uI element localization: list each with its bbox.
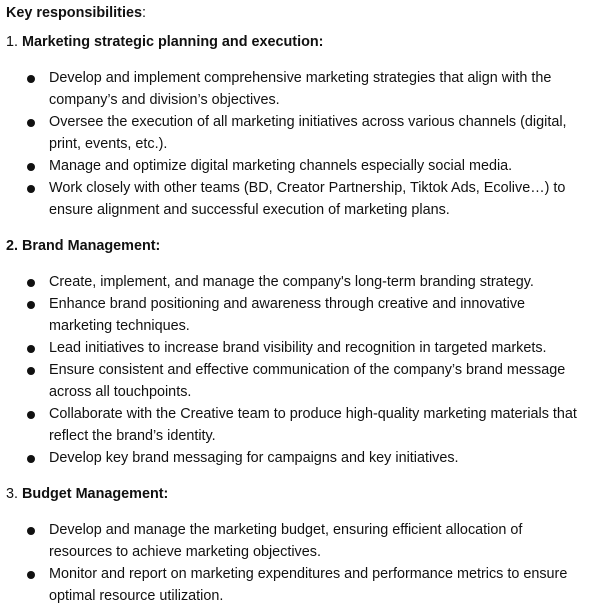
- list-item-text: Develop and manage the marketing budget, ensuring efficient allocation of resources to achieve marketing objectives.: [49, 522, 523, 560]
- list-item: [6, 293, 586, 337]
- list-item-text: Develop and implement comprehensive marketing strategies that align with the company’s and division’s objectives.: [49, 70, 552, 108]
- section-3-title: Budget Management:: [22, 486, 169, 502]
- key-responsibilities-label: Key responsibilities: [6, 5, 142, 21]
- list-item-text: Monitor and report on marketing expenditures and performance metrics to ensure optimal resource utilization.: [49, 566, 568, 604]
- bullet-icon: [27, 527, 35, 535]
- bullet-icon: [27, 163, 35, 171]
- bullet-icon: [27, 345, 35, 353]
- bullet-icon: [27, 119, 35, 127]
- list-item: [6, 563, 586, 607]
- section-1-heading: [6, 31, 323, 53]
- section-2-heading: [6, 235, 160, 257]
- section-2-title: Brand Management:: [22, 238, 161, 254]
- list-item: [6, 403, 586, 447]
- list-item: [6, 111, 586, 155]
- list-item: [6, 447, 586, 469]
- list-item: [6, 67, 586, 111]
- bullet-icon: [27, 279, 35, 287]
- list-item: [6, 359, 586, 403]
- list-item: [6, 337, 586, 359]
- bullet-icon: [27, 75, 35, 83]
- list-item-text: Oversee the execution of all marketing initiatives across various channels (digital, print, events, etc.).: [49, 114, 567, 152]
- list-item: [6, 155, 586, 177]
- bullet-icon: [27, 455, 35, 463]
- key-responsibilities-heading: [6, 2, 146, 24]
- bullet-icon: [27, 367, 35, 375]
- bullet-icon: [27, 301, 35, 309]
- section-1-list: [6, 67, 586, 221]
- section-2-list: [6, 271, 586, 469]
- list-item-text: Work closely with other teams (BD, Creator Partnership, Tiktok Ads, Ecolive…) to ensure alignment and successful execution of marketing plans.: [49, 180, 566, 218]
- key-responsibilities-colon: :: [141, 5, 146, 21]
- list-item: [6, 519, 586, 563]
- section-3-list: [6, 519, 586, 607]
- section-3-number: 3.: [6, 486, 19, 502]
- list-item-text: Lead initiatives to increase brand visibility and recognition in targeted markets.: [49, 340, 547, 356]
- list-item-text: Develop key brand messaging for campaigns and key initiatives.: [49, 450, 459, 466]
- list-item-text: Enhance brand positioning and awareness through creative and innovative marketing techniques.: [49, 296, 526, 334]
- list-item-text: Manage and optimize digital marketing channels especially social media.: [49, 158, 513, 174]
- list-item-text: Ensure consistent and effective communication of the company’s brand message across all touchpoints.: [49, 362, 566, 400]
- section-2-number: 2.: [6, 238, 19, 254]
- bullet-icon: [27, 571, 35, 579]
- section-3-heading: [6, 483, 168, 505]
- section-1-title: Marketing strategic planning and execution:: [22, 34, 324, 50]
- list-item: [6, 271, 586, 293]
- list-item: [6, 177, 586, 221]
- bullet-icon: [27, 411, 35, 419]
- list-item-text: Collaborate with the Creative team to produce high-quality marketing materials that reflect the brand’s identity.: [49, 406, 577, 444]
- section-1-number: 1.: [6, 34, 19, 50]
- list-item-text: Create, implement, and manage the company's long-term branding strategy.: [49, 274, 534, 290]
- bullet-icon: [27, 185, 35, 193]
